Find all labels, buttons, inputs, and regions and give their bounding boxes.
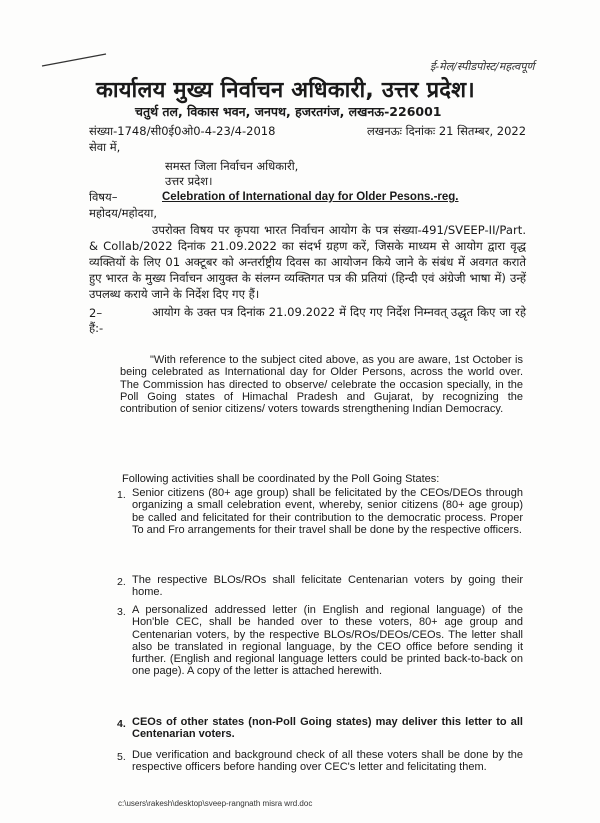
letter-date: लखनऊः दिनांकः 21 सितम्बर, 2022	[367, 124, 527, 138]
activity-item: CEOs of other states (non-Poll Going states) may deliver this letter to all Centenarian voters.	[132, 716, 523, 741]
recipient-line-1: समस्त जिला निर्वाचन अधिकारी,	[165, 159, 299, 173]
footer-file-path: c:\users\rakesh\desktop\sveep-rangnath misra wrd.doc	[118, 799, 313, 808]
recipient-line-2: उत्तर प्रदेश।	[165, 174, 213, 188]
item-number: 1.	[117, 489, 126, 501]
quoted-introduction: "With reference to the subject cited above, as you are aware, 1st October is being celebrated as International day for Older Persons, across the world over. The Commission has directed to observe/ celebrate the occasion specially, in the Poll Going states of Himachal Pradesh and Gujarat, by recognizing the contribution of senior citizens/ voters towards strengthening Indian Democracy.	[120, 354, 523, 416]
item-number: 4.	[117, 718, 126, 730]
activities-intro: Following activities shall be coordinated by the Poll Going States:	[122, 473, 440, 485]
activity-item: Senior citizens (80+ age group) shall be felicitated by the CEOs/DEOs through organizing a small celebration event, whereby, senior citizens (80+ age group) be called and felicitated for their contribution to the democratic process. Proper To and Fro arrangements for their travel shall be done by the respective officers.	[132, 487, 523, 536]
handwritten-annotation: ई-मेल/स्पीडपोस्ट/महत्वपूर्ण	[430, 60, 535, 73]
activity-item: A personalized addressed letter (in English and regional language) of the Hon'ble CEC, shall be handed over to these voters, 80+ age group and Centenarian voters, by the respective BLOs/ROs/DEOs/CEOs. The letter shall also be translated in regional language, by the CEO office before sending it further. (English and regional language letters could be printed back-to-back on one page). A copy of the letter is attached herewith.	[132, 604, 523, 678]
paragraph-1: उपरोक्त विषय पर कृपया भारत निर्वाचन आयोग के पत्र संख्या-491/SVEEP-II/Part. & Collab/2022 दिनांक 21.09.2022 का संदर्भ ग्रहण करें, जिसके माध्यम से आयोग द्वारा वृद्ध व्यक्तियों के लिए 01 अक्टूबर को अन्तर्राष्ट्रीय दिवस का आयोजन किये जाने के संबंध में अवगत कराते हुए भारत के मुख्य निर्वाचन आयुक्त के संलग्न व्यक्तिगत पत्र की प्रतियां (हिन्दी एवं अंग्रेजी भाषा में) उन्हें उपलब्ध कराये जाने के निर्देश दिए गए हैं।	[89, 223, 526, 301]
paragraph-2: आयोग के उक्त पत्र दिनांक 21.09.2022 में दिए गए निर्देश निम्नवत् उद्धृत किए जा रहे हैं:-	[89, 305, 526, 335]
activity-item: The respective BLOs/ROs shall felicitate Centenarian voters by going their home.	[132, 574, 523, 599]
subject-label: विषय–	[89, 190, 118, 204]
office-title: कार्यालय मुख्य निर्वाचन अधिकारी, उत्तर प्रदेश।	[96, 78, 475, 103]
reference-number: संख्या-1748/सी0ई0ओ0-4-23/4-2018	[89, 124, 276, 138]
item-number: 3.	[117, 606, 126, 618]
activity-item: Due verification and background check of all these voters shall be done by the respective officers before handing over CEC's letter and felicitating them.	[132, 749, 523, 774]
salutation-prefix: सेवा में,	[89, 140, 121, 154]
paragraph-2-number: 2–	[89, 306, 103, 320]
pen-stroke-mark	[40, 50, 110, 70]
subject-text: Celebration of International day for Older Pesons.-reg.	[162, 191, 459, 203]
item-number: 5.	[117, 751, 126, 763]
greeting: महोदय/महोदया,	[89, 206, 157, 220]
item-number: 2.	[117, 576, 126, 588]
office-address: चतुर्थ तल, विकास भवन, जनपथ, हजरतगंज, लखनऊ-226001	[135, 104, 442, 119]
